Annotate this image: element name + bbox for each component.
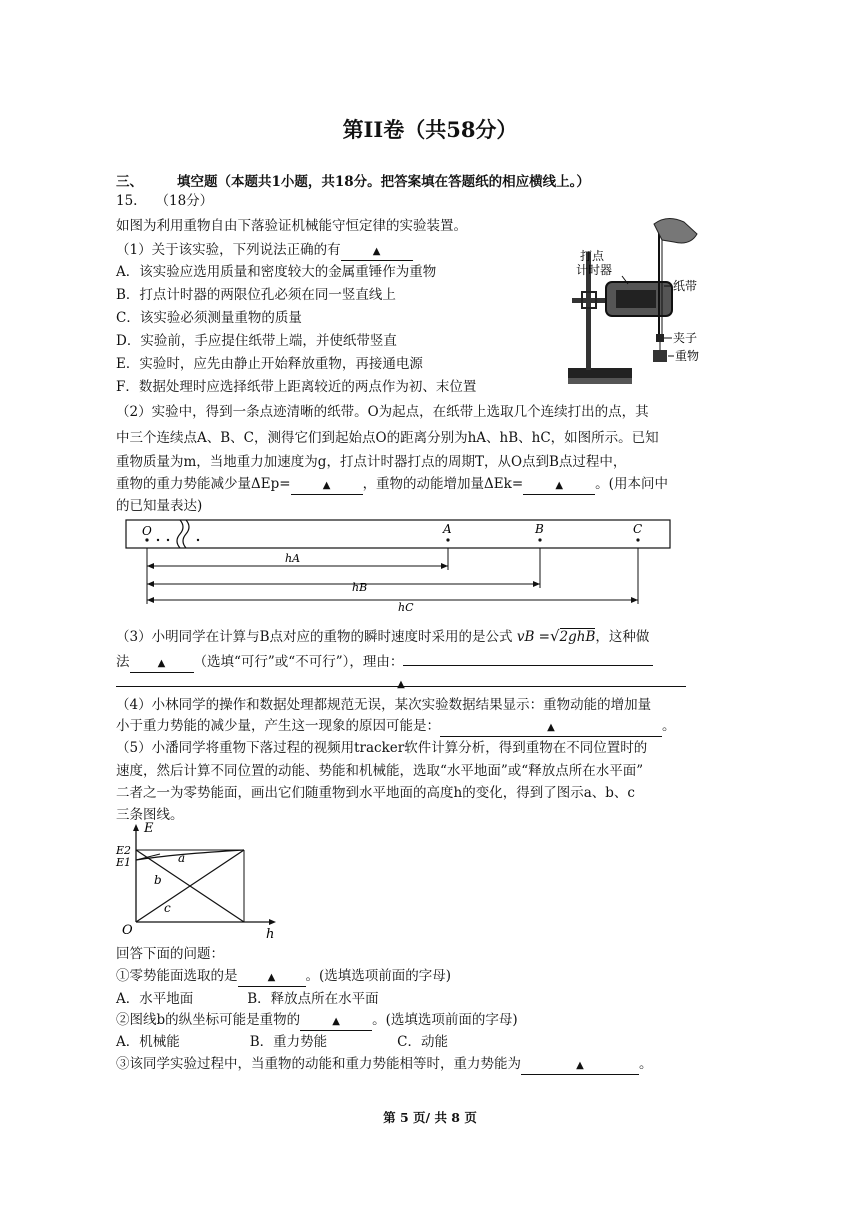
blank-triangle-icon: ▲ xyxy=(397,679,405,690)
label-a: a xyxy=(178,851,186,865)
q2-ek-label: ，重物的动能增加量ΔEk= xyxy=(362,476,524,492)
section-header xyxy=(116,172,590,192)
q3-text-2: ，这种做 xyxy=(595,629,650,645)
formula-lhs: vB = xyxy=(516,629,550,645)
label-timer-2: 计时器 xyxy=(576,263,613,277)
apparatus-diagram xyxy=(562,212,712,392)
formula-rhs: 2ghB xyxy=(559,629,596,645)
label-O: O xyxy=(142,524,152,538)
answer-item-2-note: 。(选填选项前面的字母) xyxy=(372,1012,518,1028)
q1-stem-text: （1）关于该实验，下列说法正确的有 xyxy=(116,242,341,258)
dot-B xyxy=(538,538,541,541)
label-h: h xyxy=(266,927,275,942)
option-a-ground: A．水平地面 xyxy=(116,991,194,1007)
answer-item-3 xyxy=(116,1054,653,1075)
answer-blank-q4[interactable] xyxy=(440,718,662,737)
answer-intro: 回答下面的问题： xyxy=(116,946,224,962)
q5-line-4: 三条图线。 xyxy=(116,807,184,823)
blank-triangle-icon: ▲ xyxy=(547,722,555,733)
q2-ep-label: 重物的重力势能减少量ΔEp= xyxy=(116,476,291,492)
answer-item-3-text: ③该同学实验过程中，当重物的动能和重力势能相等时，重力势能为 xyxy=(116,1056,521,1072)
option-b-potential: B．重力势能 xyxy=(249,1034,328,1050)
label-clip: 夹子 xyxy=(673,331,698,345)
label-C: C xyxy=(633,522,643,536)
blank-triangle-icon: ▲ xyxy=(332,1016,340,1027)
q3-line-1: （3）小明同学在计算与B点对应的重物的瞬时速度时采用的是公式 vB =√2ghB，这种做 xyxy=(116,627,650,645)
page-title: 第II卷（共58分） xyxy=(342,117,518,142)
q2-line-5: 的已知量表达) xyxy=(116,498,203,514)
energy-height-graph xyxy=(114,822,284,942)
q3-text-3: 法 xyxy=(116,654,130,670)
q3-line-2 xyxy=(116,652,653,673)
answer-blank-ek[interactable] xyxy=(523,476,595,495)
answer-item-2 xyxy=(116,1010,518,1031)
blank-triangle-icon: ▲ xyxy=(322,480,331,491)
page-footer: 第 5 页/ 共 8 页 xyxy=(383,1110,477,1125)
q2-line-3: 重物质量为m，当地重力加速度为g，打点计时器打点的周期T，从O点到B点过程中， xyxy=(116,454,627,470)
q4-line-2: 小于重力势能的减少量，产生这一现象的原因可能是： ▲ 。 xyxy=(116,716,676,737)
question-header xyxy=(116,191,213,211)
label-timer: 打点 xyxy=(580,249,605,263)
option-a-mechanical: A．机械能 xyxy=(116,1034,180,1050)
tape-break-mark xyxy=(177,520,189,548)
label-b: b xyxy=(154,873,162,887)
q2-line-4 xyxy=(116,474,668,495)
label-origin: O xyxy=(122,923,133,938)
dot-O xyxy=(145,538,148,541)
label-E: E xyxy=(144,822,154,836)
q2-line-2: 中三个连续点A、B、C，测得它们到起始点O的距离分别为hA、hB、hC，如图所示。已知 xyxy=(116,430,659,446)
label-c: c xyxy=(164,901,171,915)
q1-option-d: D．实验前，手应提住纸带上端，并使纸带竖直 xyxy=(116,333,397,349)
q4-line-1: （4）小林同学的操作和数据处理都规范无误，某次实验数据结果显示：重物动能的增加量 xyxy=(116,697,652,713)
stand-base xyxy=(568,368,632,378)
option-c-kinetic: C．动能 xyxy=(397,1034,449,1050)
q4-text: 小于重力势能的减少量，产生这一现象的原因可能是： xyxy=(116,718,440,734)
tape-strip xyxy=(126,520,670,548)
answer-blank-ep[interactable] xyxy=(291,476,363,495)
tape-diagram xyxy=(120,514,680,614)
answer-item-1-options xyxy=(116,989,379,1009)
line-a xyxy=(136,850,244,860)
label-E1: E1 xyxy=(116,856,132,869)
label-A: A xyxy=(443,522,452,536)
label-weight: 重物 xyxy=(675,349,700,363)
blank-triangle-icon: ▲ xyxy=(576,1060,584,1071)
answer-item-1-text: ①零势能面选取的是 xyxy=(116,968,238,984)
q5-line-1: （5）小潘同学将重物下落过程的视频用tracker软件计算分析，得到重物在不同位置时的 xyxy=(116,740,648,756)
answer-item-2-options xyxy=(116,1032,448,1052)
question-intro: 如图为利用重物自由下落验证机械能守恒定律的实验装置。 xyxy=(116,218,467,234)
q1-stem xyxy=(116,240,413,261)
dot-C xyxy=(636,538,639,541)
answer-item-2-text: ②图线b的纵坐标可能是重物的 xyxy=(116,1012,301,1028)
dot-A xyxy=(446,538,449,541)
q1-option-f: F．数据处理时应选择纸带上距离较近的两点作为初、末位置 xyxy=(116,379,477,395)
q1-option-a: A．该实验应选用质量和密度较大的金属重锤作为重物 xyxy=(116,264,437,280)
q5-line-3: 二者之一为零势能面，画出它们随重物到水平地面的高度h的变化，得到了图示a、b、c xyxy=(116,785,635,801)
label-E2: E2 xyxy=(116,844,132,857)
answer-blank-reason-2[interactable] xyxy=(116,672,686,690)
label-B: B xyxy=(535,522,544,536)
q1-option-c: C．该实验必须测量重物的质量 xyxy=(116,310,302,326)
label-hA: hA xyxy=(285,552,301,565)
q1-option-e: E．实验时，应先由静止开始释放重物，再接通电源 xyxy=(116,356,423,372)
label-hC: hC xyxy=(398,601,414,614)
clip-icon xyxy=(656,334,664,342)
q2-note: 。(用本问中 xyxy=(595,476,668,492)
question-score: （18分） xyxy=(155,193,214,209)
answer-item-3-end: 。 xyxy=(639,1056,653,1072)
question-number: 15. xyxy=(116,193,138,209)
answer-blank-line-b[interactable] xyxy=(300,1012,372,1031)
q5-line-2: 速度，然后计算不同位置的动能、势能和机械能，选取“水平地面”或“释放点所在水平面” xyxy=(116,763,644,779)
weight-icon xyxy=(653,350,667,362)
answer-blank-reason-1[interactable] xyxy=(403,665,653,666)
blank-triangle-icon: ▲ xyxy=(555,480,564,491)
answer-blank-q1[interactable] xyxy=(341,242,413,261)
blank-triangle-icon: ▲ xyxy=(372,246,381,257)
label-hB: hB xyxy=(352,581,368,594)
answer-blank-zero-plane[interactable] xyxy=(238,968,306,987)
q1-option-b: B．打点计时器的两限位孔必须在同一竖直线上 xyxy=(116,287,396,303)
section-label: 填空题（本题共1小题，共18分。把答案填在答题纸的相应横线上。） xyxy=(177,174,590,190)
answer-item-1 xyxy=(116,966,451,987)
q2-line-1: （2）实验中，得到一条点迹清晰的纸带。O为起点，在纸带上选取几个连续打出的点，其 xyxy=(116,404,649,420)
label-tape: 纸带 xyxy=(673,279,698,293)
q3-text-4: （选填“可行”或“不可行”），理由： xyxy=(193,654,404,670)
q3-text-1: （3）小明同学在计算与B点对应的重物的瞬时速度时采用的是公式 xyxy=(116,629,513,645)
blank-triangle-icon: ▲ xyxy=(267,972,276,983)
blank-triangle-icon: ▲ xyxy=(157,658,166,669)
section-number: 三、 xyxy=(116,174,143,190)
hand-icon xyxy=(654,218,697,243)
answer-blank-feasible[interactable] xyxy=(130,654,194,673)
answer-blank-potential[interactable] xyxy=(521,1056,639,1075)
option-b-release-plane: B．释放点所在水平面 xyxy=(247,991,379,1007)
answer-item-1-note: 。(选填选项前面的字母) xyxy=(305,968,452,984)
